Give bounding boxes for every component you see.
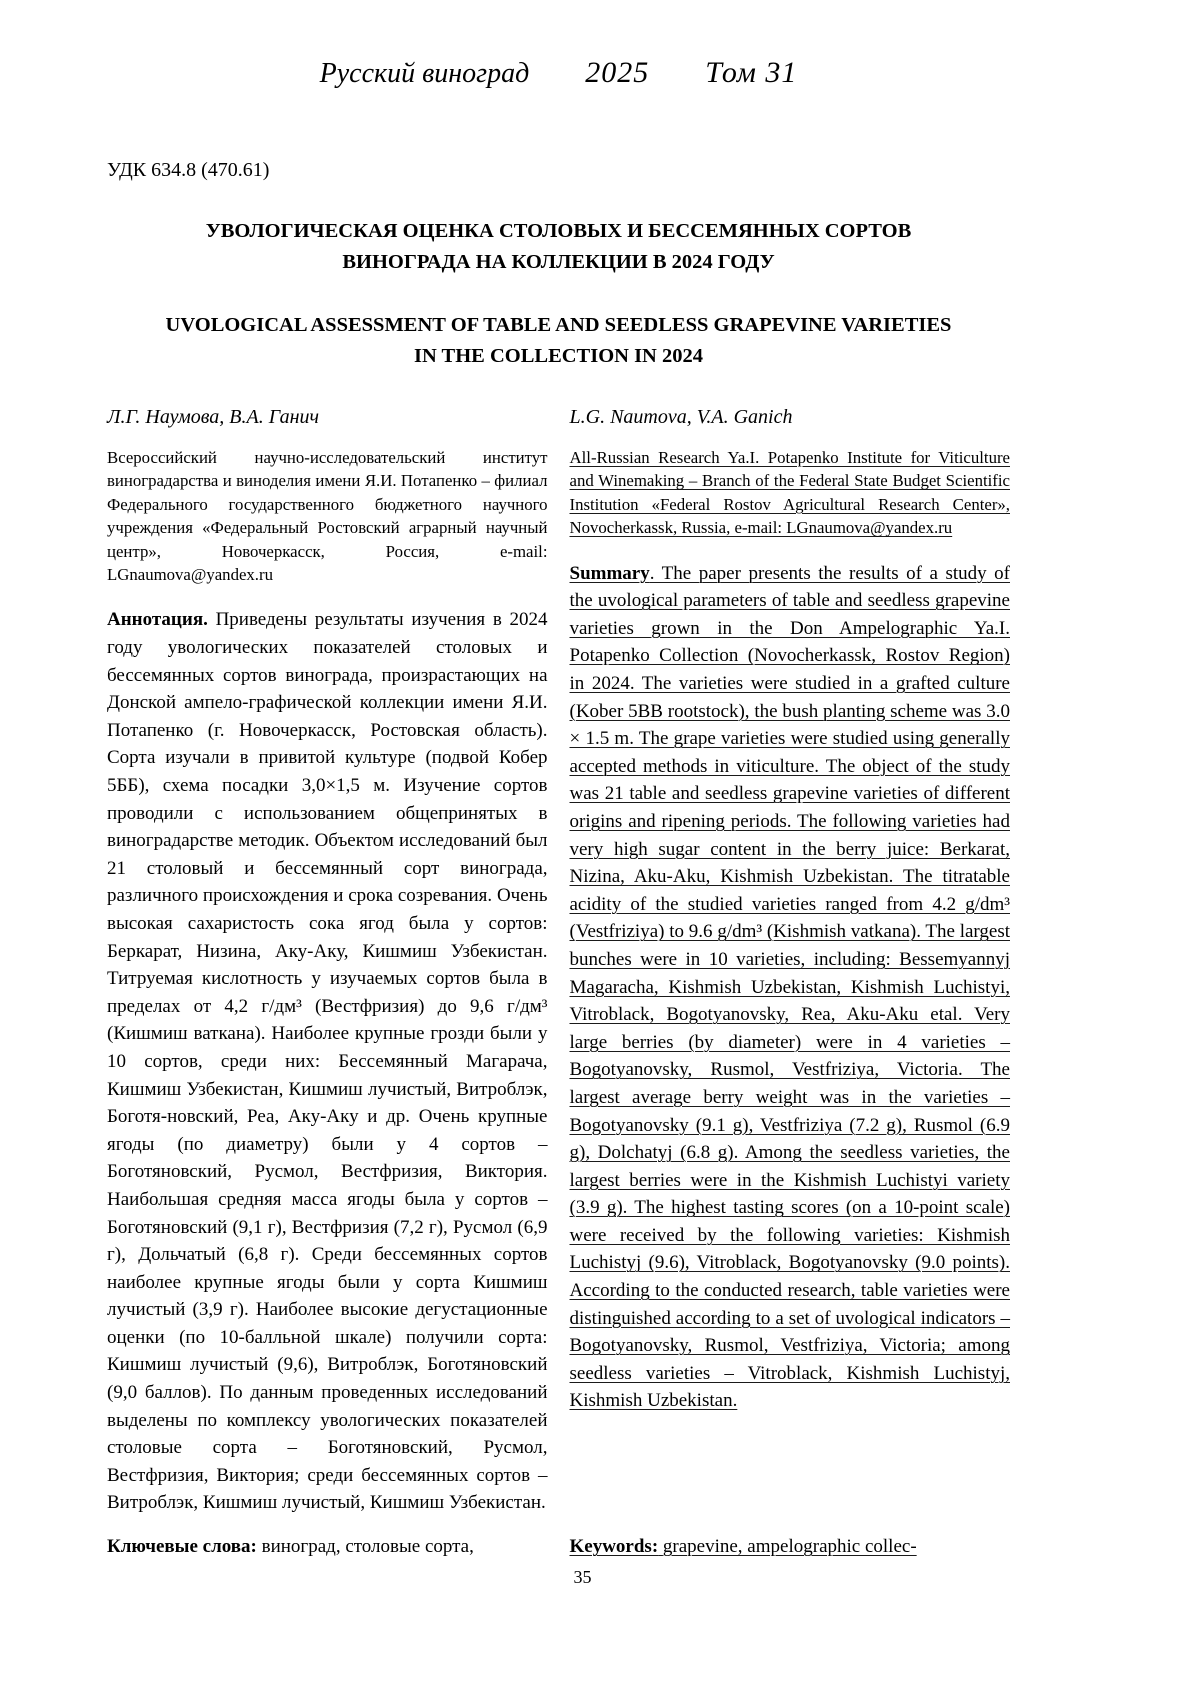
keywords-text-ru: виноград, столовые сорта, [261, 1536, 474, 1558]
article-title-en [107, 310, 1010, 372]
two-column-body [107, 404, 1010, 1561]
journal-volume: Том 31 [705, 56, 798, 89]
journal-title: Русский виноград [319, 58, 530, 89]
abstract-text-ru: Приведены результаты изучения в 2024 году увологических показателей столовых и бессемянных сортов винограда, произрастающих на Донской ампело-графической коллекции имени Я.И. Потапенко (г. Новочеркасск, Ростовская область). Сорта изучали в привитой культуре (подвой Кобер 5ББ), схема посадки 3,0×1,5 м. Изучение сортов проводили с использованием общепринятых в виноградарстве методик. Объектом исследований был 21 столовый и бессемянный сорт винограда, различного происхождения и срока созревания. Очень высокая сахаристость сока ягод была у сортов: Беркарат, Низина, Аку-Аку, Кишмиш Узбекистан. Титруемая кислотность у изучаемых сортов была в пределах от 4,2 г/дм³ (Вестфризия) до 9,6 г/дм³ (Кишмиш ваткана). Наиболее крупные грозди были у 10 сортов, среди них: Бессемянный Магарача, Кишмиш Узбекистан, Кишмиш лучистый, Витроблэк, Боготя-новский, Реа, Аку-Аку и др. Очень крупные ягоды (по диаметру) были у 4 сортов – Боготяновский, Русмол, Вестфризия, Виктория. Наибольшая средняя масса ягоды была у сортов – Боготяновский (9,1 г), Вестфризия (7,2 г), Русмол (6,9 г), Дольчатый (6,8 г). Среди бессемянных сортов наиболее крупные ягоды были у сорта Кишмиш лучистый (3,9 г). Наиболее высокие дегустационные оценки (по 10-балльной шкале) получили сорта: Кишмиш лучистый (9,6), Витроблэк, Боготяновский (9,0 баллов). По данным проведенных исследований выделены по комплексу увологических показателей столовые сорта – Боготяновский, Русмол, Вестфризия, Виктория; среди бессемянных сортов – Витроблэк, Кишмиш лучистый, Кишмиш Узбекистан. [107, 609, 548, 1514]
column-russian [107, 404, 548, 1561]
column-english [570, 404, 1011, 1561]
summary-en [570, 560, 1011, 1415]
udc-number: УДК 634.8 (470.61) [107, 159, 270, 181]
abstract-label-ru: Аннотация. [107, 609, 208, 631]
keywords-en [570, 1517, 1011, 1561]
article-title-ru [107, 216, 1010, 278]
authors-en: L.G. Naumova, V.A. Ganich [569, 406, 793, 428]
authors-ru: Л.Г. Наумова, В.А. Ганич [107, 406, 320, 428]
article-title-ru-line1: УВОЛОГИЧЕСКАЯ ОЦЕНКА СТОЛОВЫХ И БЕССЕМЯННЫХ СОРТОВ [205, 220, 912, 242]
journal-header [107, 56, 1010, 91]
article-title-en-line1: UVOLOGICAL ASSESSMENT OF TABLE AND SEEDLESS GRAPEVINE VARIETIES [165, 314, 952, 336]
abstract-ru [107, 606, 548, 1517]
page-number: 35 [573, 1566, 592, 1587]
keywords-ru [107, 1517, 548, 1561]
keywords-text-en: grapevine, ampelographic collec- [662, 1536, 917, 1558]
journal-year: 2025 [585, 56, 650, 89]
keywords-label-ru: Ключевые слова: [107, 1536, 257, 1558]
summary-text-en: . The paper presents the results of a study of the uvological parameters of table and seedless grapevine varieties grown in the Don Ampelographic Ya.I. Potapenko Collection (Novocherkassk, Rostov Region) in 2024. The varieties were studied in a grafted culture (Kober 5BB rootstock), the bush planting scheme was 3.0 × 1.5 m. The grape varieties were studied using generally accepted methods in viticulture. The object of the study was 21 table and seedless grapevine varieties of different origins and ripening periods. The following varieties had very high sugar content in the berry juice: Berkarat, Nizina, Aku-Aku, Kishmish Uzbekistan. The titratable acidity of the studied varieties ranged from 4.2 g/dm³ (Vestfriziya) to 9.6 g/dm³ (Kishmish vatkana). The largest bunches were in 10 varieties, including: Bessemyannyj Magaracha, Kishmish Uzbekistan, Kishmish Luchistyi, Vitroblack, Bogotyanovsky, Rea, Aku-Aku etal. Very large berries (by diameter) were in 4 varieties – Bogotyanovsky, Rusmol, Vestfriziya, Victoria. The largest average berry weight was in the varieties – Bogotyanovsky (9.1 g), Vestfriziya (7.2 g), Rusmol (6.9 g), Dolchatyj (6.8 g). Among the seedless varieties, the largest berries were in the Kishmish Luchistyi variety (3.9 g). The highest tasting scores (on a 10-point scale) were received by the following varieties: Kishmish Luchistyj (9.6), Vitroblack, Bogotyanovsky (9.0 points). According to the conducted research, table varieties were distinguished according to a set of uvological indicators – Bogotyanovsky, Rusmol, Vestfriziya, Victoria; among seedless varieties – Vitroblack, Kishmish Luchistyj, Kishmish Uzbekistan. [569, 562, 1010, 1412]
article-title-en-line2: IN THE COLLECTION IN 2024 [414, 345, 703, 367]
affiliation-en: All-Russian Research Ya.I. Potapenko Institute for Viticulture and Winemaking – Branch of the Federal State Budget Scientific Institution «Federal Rostov Agricultural Research Center», Novocherkassk, Russia, e-mail: LGnaumova@yandex.ru [569, 448, 1010, 538]
article-title-ru-line2: ВИНОГРАДА НА КОЛЛЕКЦИИ В 2024 ГОДУ [342, 251, 775, 273]
keywords-label-en: Keywords: [569, 1536, 659, 1558]
summary-label-en: Summary [569, 562, 650, 584]
affiliation-ru: Всероссийский научно-исследовательский институт виноградарства и виноделия имени Я.И. Потапенко – филиал Федерального государственного бюджетного научного учреждения «Федеральный Ростовский аграрный научный центр», Новочеркасск, Россия, e-mail: LGnaumova@yandex.ru [107, 448, 548, 585]
